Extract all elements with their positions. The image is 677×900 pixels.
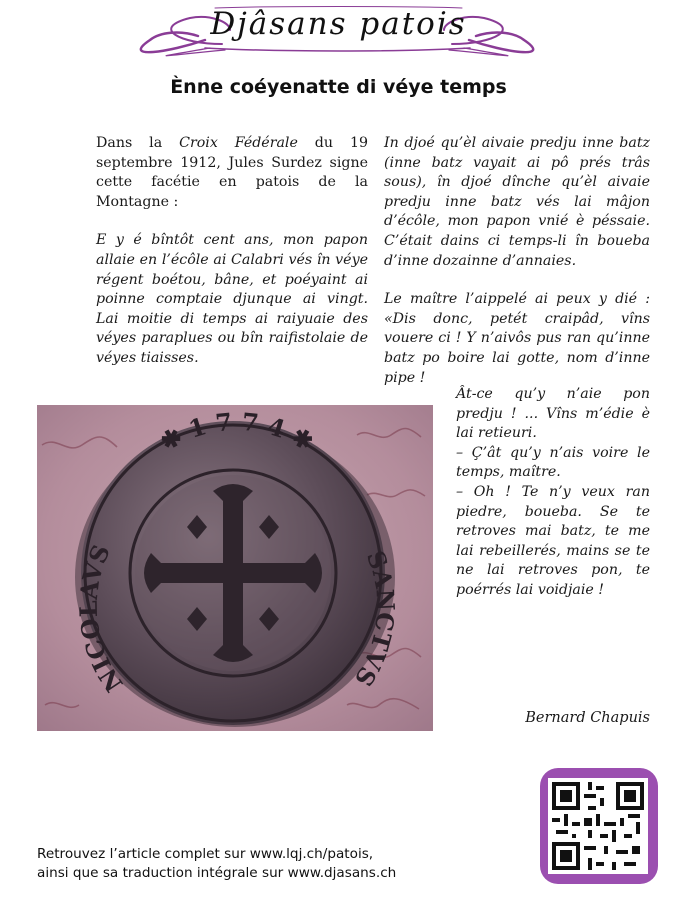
coin-legend-right: SANCTVS — [348, 546, 401, 692]
article-title: Ènne coéyenatte di véye temps — [170, 76, 507, 98]
left-column — [96, 134, 368, 369]
intro-text-start: Dans la — [96, 135, 180, 151]
newspaper-name: Croix Fédérale — [179, 135, 298, 151]
intro-paragraph — [96, 134, 368, 212]
coin-image — [37, 405, 433, 731]
qr-code-icon — [548, 778, 648, 874]
author-signature: Bernard Chapuis — [525, 710, 650, 726]
coin-legend-left: NICOLAVS — [73, 540, 129, 698]
story-paragraph-2: In djoé qu’èl aivaie predju inne batz (inne batz vayait ai pô prés trâs sous), în djoé dînche qu’èl aivaie predju inne batz vés lai mâjon d’écôle, mon papon vnié è péssaie. C’était dains ci temps-li în boueba d’inne dozainne d’annaies. — [384, 135, 650, 269]
coin-photo — [37, 405, 433, 731]
dialogue-line: – Oh ! Te n’y veux ran piedre, boueba. Se te retroves mai batz, te me lai rebeillerés, mains se te ne lai retroves pon, te poérrés lai voidjaie ! — [456, 483, 650, 598]
footer-line-2: ainsi que sa traduction intégrale sur www.djasans.ch — [37, 865, 397, 881]
coin-date: ✱ 1 7 7 4 ✱ — [155, 406, 319, 457]
brand-title: Djâsans patois — [210, 6, 467, 42]
dialogue-line: Ât-ce qu’y n’aie pon predju ! ... Vîns m’édie è lai retieuri. — [456, 386, 650, 442]
story-paragraph-3: Le maître l’aippelé ai peux y dié : «Dis donc, petét craipâd, vîns vouere ci ! Y n’aivôs pus ran qu’inne batz po boire lai gotte, nom d’inne pipe ! — [384, 291, 650, 386]
qr-code-badge[interactable] — [540, 768, 658, 884]
masthead — [0, 0, 677, 72]
footer-line-1: Retrouvez l’article complet sur www.lqj.ch/patois, — [37, 846, 374, 862]
dialogue-line: – Ç’ât qu’y n’ais voire le temps, maître. — [456, 444, 650, 481]
intro-text-end: du 19 septembre 1912, Jules Surdez signe cette facétie en patois de la Montagne : — [96, 135, 368, 210]
footer-note — [37, 845, 396, 883]
story-paragraph-1: E y é bîntôt cent ans, mon papon allaie en l’écôle ai Calabri vés în véye régent boétou, bâne, et poéyaint ai poinne comptaie djunque ai vingt. Lai moitie di temps ai raiyuaie des véyes paraplues ou bîn raifistolaie de véyes tiaisses. — [96, 232, 368, 366]
dialogue-block — [456, 385, 650, 601]
right-column — [384, 134, 650, 388]
